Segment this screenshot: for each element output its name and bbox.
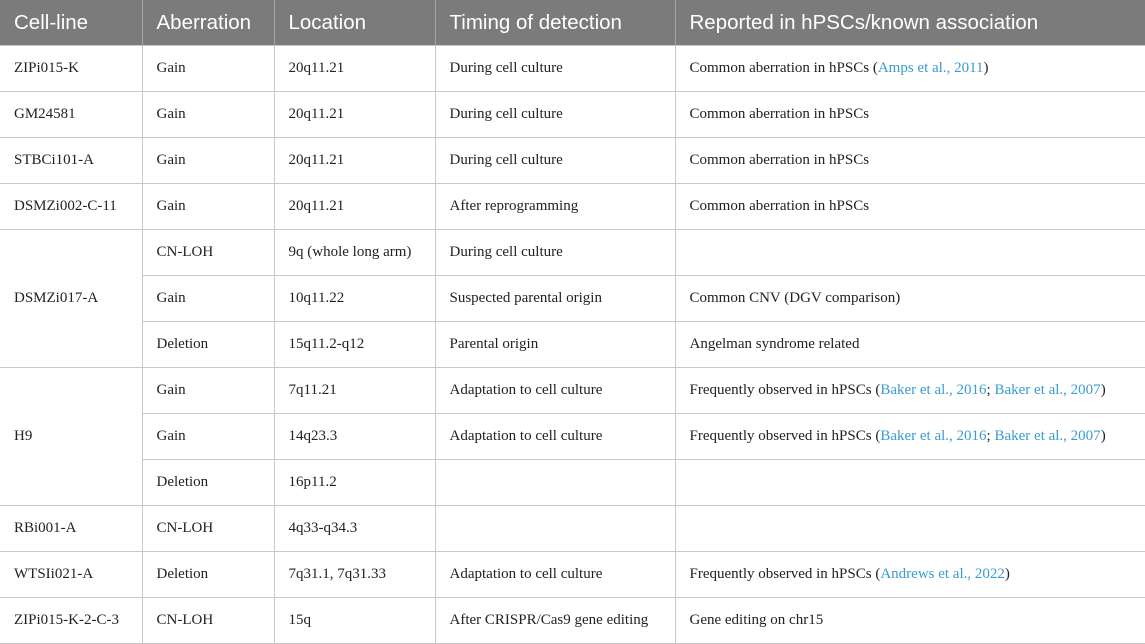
table-row (0, 276, 1145, 322)
header-location: Location (274, 0, 435, 46)
table-row (0, 184, 1145, 230)
table-row (0, 138, 1145, 184)
reported-text: Common CNV (DGV comparison) (689, 290, 901, 306)
table-row (0, 414, 1145, 460)
citation-link[interactable]: Baker et al., 2007 (994, 428, 1101, 444)
header-cell-line: Cell-line (0, 0, 142, 46)
citation-link[interactable]: Baker et al., 2016 (880, 382, 987, 398)
location-cell: 20q11.21 (274, 184, 435, 230)
reported-text: Common aberration in hPSCs (689, 106, 870, 122)
timing-cell: Suspected parental origin (435, 276, 675, 322)
location-cell: 20q11.21 (274, 138, 435, 184)
timing-cell (435, 506, 675, 552)
table-row (0, 368, 1145, 414)
location-cell: 4q33-q34.3 (274, 506, 435, 552)
timing-cell (435, 460, 675, 506)
cell-line-cell: DSMZi002-C-11 (0, 184, 142, 230)
citation-link[interactable]: Baker et al., 2016 (880, 428, 987, 444)
timing-cell: After reprogramming (435, 184, 675, 230)
cell-line-cell: H9 (0, 368, 142, 506)
table-row (0, 552, 1145, 598)
reported-cell (675, 506, 1145, 552)
header-aberration: Aberration (142, 0, 274, 46)
reported-cell (675, 414, 1145, 460)
timing-cell: During cell culture (435, 138, 675, 184)
location-cell: 16p11.2 (274, 460, 435, 506)
reported-cell (675, 598, 1145, 644)
location-cell: 15q11.2-q12 (274, 322, 435, 368)
reported-close: ) (1100, 428, 1106, 444)
reported-close: ) (1004, 566, 1010, 582)
timing-cell: During cell culture (435, 46, 675, 92)
reported-cell (675, 46, 1145, 92)
table-row (0, 46, 1145, 92)
aberration-cell: Gain (142, 276, 274, 322)
cell-line-cell: GM24581 (0, 92, 142, 138)
location-cell: 20q11.21 (274, 46, 435, 92)
aberration-cell: Gain (142, 414, 274, 460)
header-row (0, 0, 1145, 46)
table-row (0, 322, 1145, 368)
reported-cell (675, 138, 1145, 184)
table-body (0, 46, 1145, 644)
cell-line-cell: ZIPi015-K (0, 46, 142, 92)
header-timing: Timing of detection (435, 0, 675, 46)
citation-separator: ; (986, 382, 995, 398)
table-header (0, 0, 1145, 46)
reported-cell (675, 552, 1145, 598)
reported-text: Frequently observed in hPSCs ( (689, 428, 881, 444)
aberration-cell: Deletion (142, 552, 274, 598)
citation-separator: ; (986, 428, 995, 444)
aberration-cell: Gain (142, 138, 274, 184)
aberration-cell: CN-LOH (142, 506, 274, 552)
timing-cell: Adaptation to cell culture (435, 368, 675, 414)
reported-text: Common aberration in hPSCs (689, 198, 870, 214)
reported-cell (675, 368, 1145, 414)
table-row (0, 598, 1145, 644)
timing-cell: Adaptation to cell culture (435, 414, 675, 460)
aberration-cell: Gain (142, 92, 274, 138)
reported-cell (675, 276, 1145, 322)
location-cell: 7q11.21 (274, 368, 435, 414)
timing-cell: During cell culture (435, 230, 675, 276)
citation-link[interactable]: Andrews et al., 2022 (880, 566, 1005, 582)
table-row (0, 460, 1145, 506)
aberration-cell: CN-LOH (142, 598, 274, 644)
timing-cell: During cell culture (435, 92, 675, 138)
reported-text: Frequently observed in hPSCs ( (689, 382, 881, 398)
aberration-cell: Gain (142, 184, 274, 230)
location-cell: 14q23.3 (274, 414, 435, 460)
reported-cell (675, 460, 1145, 506)
reported-text: Common aberration in hPSCs (689, 152, 870, 168)
reported-text: Gene editing on chr15 (689, 612, 824, 628)
cell-line-cell: ZIPi015-K-2-C-3 (0, 598, 142, 644)
reported-text: Angelman syndrome related (689, 336, 860, 352)
aberration-cell: Gain (142, 46, 274, 92)
timing-cell: Adaptation to cell culture (435, 552, 675, 598)
aberration-cell: Deletion (142, 460, 274, 506)
timing-cell: Parental origin (435, 322, 675, 368)
location-cell: 15q (274, 598, 435, 644)
location-cell: 10q11.22 (274, 276, 435, 322)
reported-cell (675, 322, 1145, 368)
timing-cell: After CRISPR/Cas9 gene editing (435, 598, 675, 644)
cell-line-cell: STBCi101-A (0, 138, 142, 184)
reported-text: Common aberration in hPSCs ( (689, 60, 878, 76)
aberration-cell: Deletion (142, 322, 274, 368)
reported-text: Frequently observed in hPSCs ( (689, 566, 881, 582)
table-row (0, 506, 1145, 552)
citation-link[interactable]: Amps et al., 2011 (877, 60, 984, 76)
citation-link[interactable]: Baker et al., 2007 (994, 382, 1101, 398)
cell-line-cell: DSMZi017-A (0, 230, 142, 368)
table-row (0, 230, 1145, 276)
cell-line-cell: RBi001-A (0, 506, 142, 552)
reported-close: ) (983, 60, 989, 76)
reported-cell (675, 184, 1145, 230)
location-cell: 7q31.1, 7q31.33 (274, 552, 435, 598)
table-row (0, 92, 1145, 138)
reported-cell (675, 230, 1145, 276)
location-cell: 20q11.21 (274, 92, 435, 138)
aberration-cell: CN-LOH (142, 230, 274, 276)
cell-line-cell: WTSIi021-A (0, 552, 142, 598)
reported-close: ) (1100, 382, 1106, 398)
location-cell: 9q (whole long arm) (274, 230, 435, 276)
aberration-cell: Gain (142, 368, 274, 414)
header-reported: Reported in hPSCs/known association (675, 0, 1145, 46)
reported-cell (675, 92, 1145, 138)
